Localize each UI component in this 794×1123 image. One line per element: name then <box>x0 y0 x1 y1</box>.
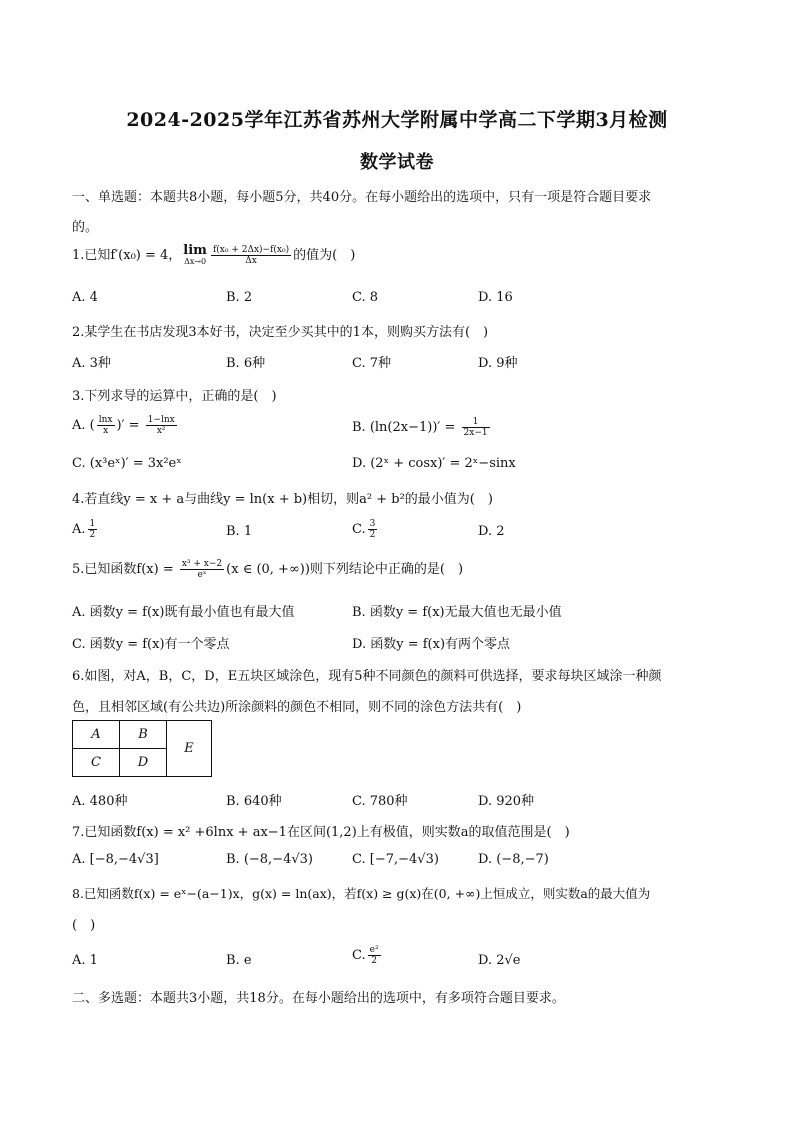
q4-option-a <box>72 519 99 540</box>
q1-option-c: C. 8 <box>352 290 379 305</box>
q1-numerator: f(x₀ + 2Δx)−f(x₀) <box>212 245 290 255</box>
q3-a-frac1 <box>97 415 115 436</box>
exam-subtitle: 数学试卷 <box>360 152 434 173</box>
q4-a-num: 1 <box>89 519 96 529</box>
q5-option-a: A. 函数y = f(x)既有最小值也有最大值 <box>72 605 295 620</box>
q2-option-d: D. 9种 <box>478 356 518 371</box>
q3-b-frac <box>462 417 490 438</box>
q2-stem: 2.某学生在书店发现3本好书，决定至少买其中的1本，则购买方法有( ) <box>72 325 489 340</box>
q6-option-b: B. 640种 <box>226 794 282 809</box>
q1-post: 的值为( ) <box>293 248 356 263</box>
q3-option-c: C. (x³eˣ)′ = 3x²eˣ <box>72 456 182 471</box>
q3-a-frac2 <box>146 415 177 436</box>
q4-stem: 4.若直线y = x + a与曲线y = ln(x + b)相切，则a² + b²的最小值为( ) <box>72 492 493 507</box>
section2-header: 二、多选题：本题共3小题，共18分。在每小题给出的选项中，有多项符合题目要求。 <box>72 991 565 1006</box>
q2-option-c: C. 7种 <box>352 356 392 371</box>
q1-fraction <box>211 245 291 266</box>
q8-c-label: C. <box>352 948 366 963</box>
q8-option-d: D. 2√e <box>478 953 521 968</box>
q1-option-b: B. 2 <box>226 290 253 305</box>
q1-option-d: D. 16 <box>478 290 513 305</box>
q8-c-num: e² <box>369 945 379 955</box>
q3-b-num: 1 <box>462 417 490 428</box>
q8-c-frac <box>368 945 381 966</box>
section1-header-line2: 的。 <box>72 220 99 235</box>
q8-option-c <box>352 945 383 966</box>
q3-a-frac1-num: lnx <box>98 415 113 425</box>
q8-c-den: 2 <box>371 956 377 966</box>
q4-c-label: C. <box>352 522 366 537</box>
q5-option-d: D. 函数y = f(x)有两个零点 <box>352 637 511 652</box>
q2-option-b: B. 6种 <box>226 356 266 371</box>
q3-b-pre: B. (ln(2x−1))′ = <box>352 420 460 435</box>
q5-stem <box>72 558 463 580</box>
q4-a-frac <box>88 519 98 540</box>
q4-option-b: B. 1 <box>226 524 253 539</box>
q7-option-c: C. [−7,−4√3) <box>352 852 439 867</box>
q6-region-diagram <box>72 720 212 777</box>
q3-b-den: 2x−1 <box>463 428 488 438</box>
q5-denominator: eˣ <box>197 570 207 580</box>
region-c: C <box>73 749 120 777</box>
region-a: A <box>73 721 120 749</box>
q7-option-b: B. (−8,−4√3) <box>226 852 313 867</box>
exam-title: 2024-2025学年江苏省苏州大学附属中学高二下学期3月检测 <box>126 109 668 131</box>
q3-a-frac2-num: 1−lnx <box>147 415 175 425</box>
q8-option-a: A. 1 <box>72 953 98 968</box>
q5-fraction <box>180 559 224 580</box>
q7-stem: 7.已知函数f(x) = x² +6lnx + ax−1在区间(1,2)上有极值，则实数a的取值范围是( ) <box>72 825 570 840</box>
q2-option-a: A. 3种 <box>72 356 111 371</box>
q8-stem-line1: 8.已知函数f(x) = eˣ−(a−1)x，g(x) = ln(ax)，若f(x) ≥ g(x)在(0, +∞)上恒成立，则实数a的最大值为 <box>72 886 651 901</box>
q4-option-c <box>352 519 379 540</box>
region-d: D <box>120 749 167 777</box>
q6-option-c: C. 780种 <box>352 794 408 809</box>
q4-c-num: 3 <box>369 519 376 529</box>
q4-option-d: D. 2 <box>478 524 505 539</box>
q4-c-den: 2 <box>369 530 376 540</box>
q5-option-c: C. 函数y = f(x)有一个零点 <box>72 637 230 652</box>
q5-numerator: x³ + x−2 <box>181 559 223 569</box>
region-e: E <box>167 721 212 777</box>
q1-lim-word: lim <box>183 242 207 258</box>
q1-pre: 1.已知f′(x₀) = 4， <box>72 248 182 263</box>
q6-option-d: D. 920种 <box>478 794 535 809</box>
q3-a-pre: A. ( <box>72 418 95 433</box>
q8-option-b: B. e <box>226 953 252 968</box>
q6-stem-line2: 色，且相邻区域(有公共边)所涂颜料的颜色不相同，则不同的涂色方法共有( ) <box>72 700 522 715</box>
q5-post: (x ∈ (0, +∞))则下列结论中正确的是( ) <box>226 562 464 577</box>
q6-option-a: A. 480种 <box>72 794 128 809</box>
q8-stem-line2: ( ) <box>72 918 96 933</box>
q1-lim-sub: Δx→0 <box>184 256 207 266</box>
q7-option-d: D. (−8,−7) <box>478 852 549 867</box>
q4-c-frac <box>368 519 378 540</box>
q4-a-den: 2 <box>89 530 96 540</box>
q3-a-mid: )′ = <box>116 418 144 433</box>
q1-denominator: Δx <box>245 256 257 266</box>
q3-option-d: D. (2ˣ + cosx)′ = 2ˣ−sinx <box>352 456 516 471</box>
section1-header-line1: 一、单选题：本题共8小题，每小题5分，共40分。在每小题给出的选项中，只有一项是符合题目要求 <box>72 190 652 205</box>
q3-option-a <box>72 415 179 436</box>
q1-limit <box>183 242 207 267</box>
q1-stem <box>72 244 355 267</box>
q3-option-b <box>352 417 492 438</box>
q6-stem-line1: 6.如图，对A，B，C，D，E五块区域涂色，现有5种不同颜色的颜料可供选择，要求每块区域涂一种颜 <box>72 669 662 684</box>
q5-pre: 5.已知函数f(x) = <box>72 562 178 577</box>
q5-option-b: B. 函数y = f(x)无最大值也无最小值 <box>352 605 562 620</box>
q3-a-frac1-den: x <box>103 426 109 436</box>
q1-option-a: A. 4 <box>72 290 98 305</box>
region-b: B <box>120 721 167 749</box>
q3-stem: 3.下列求导的运算中，正确的是( ) <box>72 389 277 404</box>
q7-option-a: A. [−8,−4√3] <box>72 852 159 867</box>
q4-a-label: A. <box>72 522 86 537</box>
q3-a-frac2-den: x² <box>156 426 166 436</box>
